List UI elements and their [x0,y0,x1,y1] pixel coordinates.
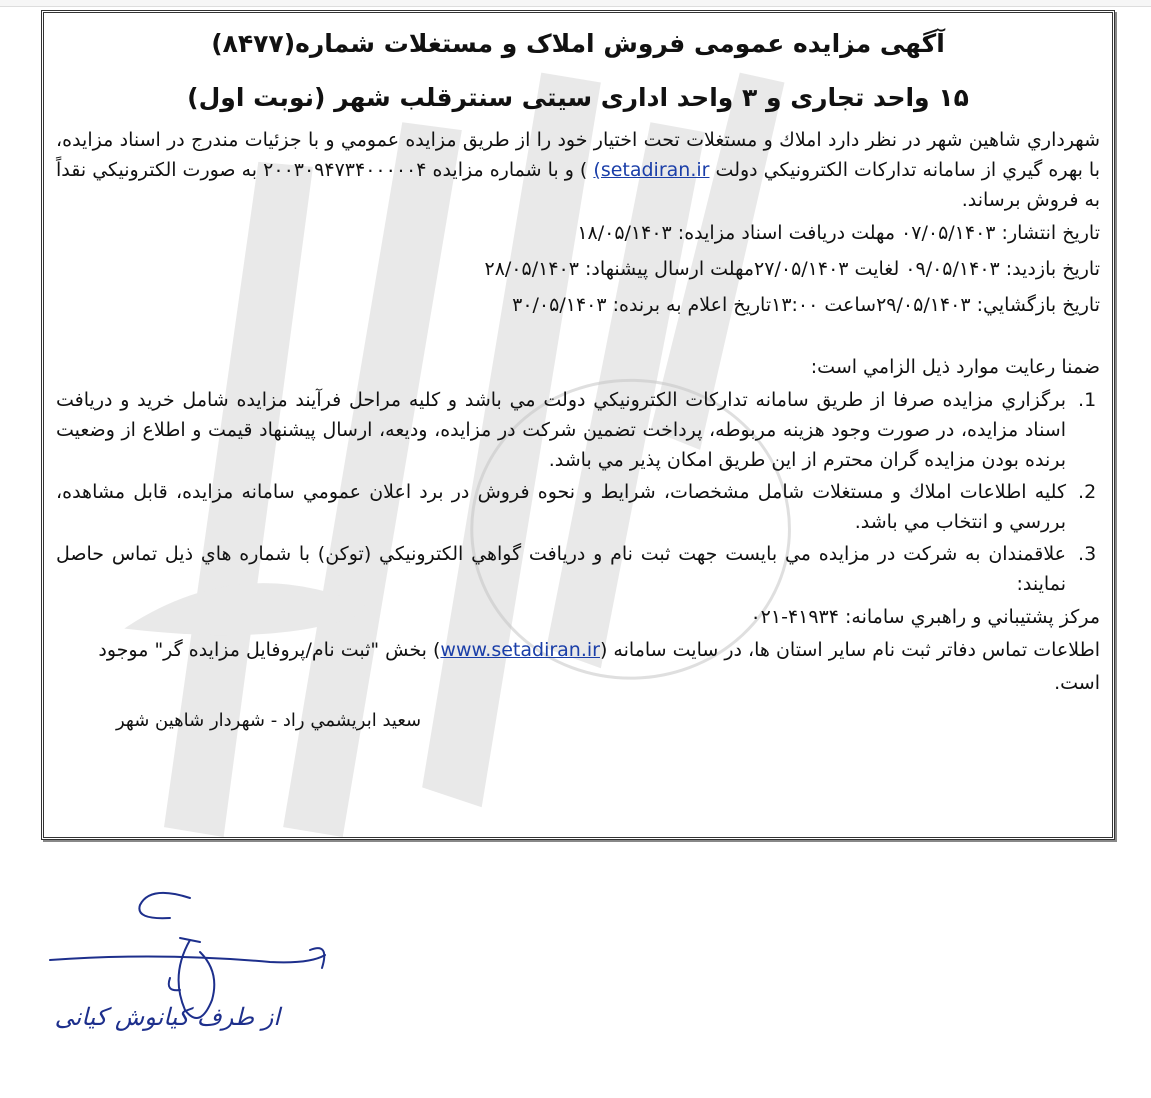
publish-date-line: تاريخ انتشار: ۰۷/۰۵/۱۴۰۳ مهلت دريافت اسناد مزايده: ۱۸/۰۵/۱۴۰۳ [577,222,1100,244]
offices-text-end: ) بخش "ثبت نام/پروفايل مزايده گر" موجود است. [98,639,1100,694]
requirements-list [56,385,1100,599]
opening-date-line: تاريخ بازگشايي: ۲۹/۰۵/۱۴۰۳ساعت ۱۳:۰۰تاريخ اعلام به برنده: ۳۰/۰۵/۱۴۰۳ [512,294,1100,316]
offices-info [56,634,1100,700]
intro-text-end: ) و با شماره مزايده ۲۰۰۳۰۹۴۷۳۴۰۰۰۰۰۴ به صورت الكترونيكي نقداً به فروش برساند. [56,159,1100,211]
handwritten-signature [40,880,340,1080]
requirement-item: 2. كليه اطلاعات املاك و مستغلات شامل مشخصات، شرايط و نحوه فروش در برد اعلان عمومي سامانه مزايده، قابل مشاهده، بررسي و انتخاب مي باشد. [56,477,1072,537]
offices-text-start: اطلاعات تماس دفاتر ثبت نام ساير استان ها، در سايت سامانه ( [599,639,1100,661]
requirement-item: 3. علاقمندان به شركت در مزايده مي بايست جهت ثبت نام و دريافت گواهي الكترونيكي (توكن) با شماره هاي ذيل تماس حاصل نمايند: [56,539,1072,599]
setadiran-link[interactable]: (setadiran.ir [593,159,710,181]
requirement-item: 1. برگزاري مزايده صرفا از طريق سامانه تداركات الكترونيكي دولت مي باشد و كليه مراحل فرآيند مزايده شامل خريد و دريافت اسناد مزايده، در صورت وجود هزينه مربوطه، پرداخت تضمين شركت در مزايده، وديعه، ارسال پيشنهاد قيمت و اطلاع از وضعيت برنده بودن مزايده گران محترم از اين طريق امكان پذير مي باشد. [56,385,1072,475]
notice-intro [56,125,1100,215]
signer-name: سعيد ابريشمي راد - شهردار شاهين شهر [116,710,422,731]
notice-subtitle: ۱۵ واحد تجاری و ۳ واحد اداری سیتی سنترقلب شهر (نوبت اول) [187,83,969,112]
visit-date-line: تاريخ بازديد: ۰۹/۰۵/۱۴۰۳ لغايت ۲۷/۰۵/۱۴۰۳مهلت ارسال پيشنهاد: ۲۸/۰۵/۱۴۰۳ [484,258,1100,280]
notice-title: آگهی مزایده عمومی فروش املاک و مستغلات شماره(۸۴۷۷) [211,29,945,58]
setadiran-site-link[interactable]: www.setadiran.ir [440,639,600,661]
requirements-heading: ضمنا رعايت موارد ذيل الزامي است: [810,356,1100,378]
auction-notice [41,10,1115,840]
top-page-edge [0,0,1151,7]
support-center-line: مركز پشتيباني و راهبري سامانه: ۴۱۹۳۴-۰۲۱ [750,606,1100,628]
handwritten-note: از طرف کیانوش کیانی [54,1003,280,1031]
intro-text-start: شهرداري شاهين شهر در نظر دارد املاك و مستغلات تحت اختيار خود را از طريق مزايده عمومي و با جزئيات مندرج در اسناد مزايده، با بهره گيري از سامانه تداركات الكترونيكي دولت [56,129,1101,181]
